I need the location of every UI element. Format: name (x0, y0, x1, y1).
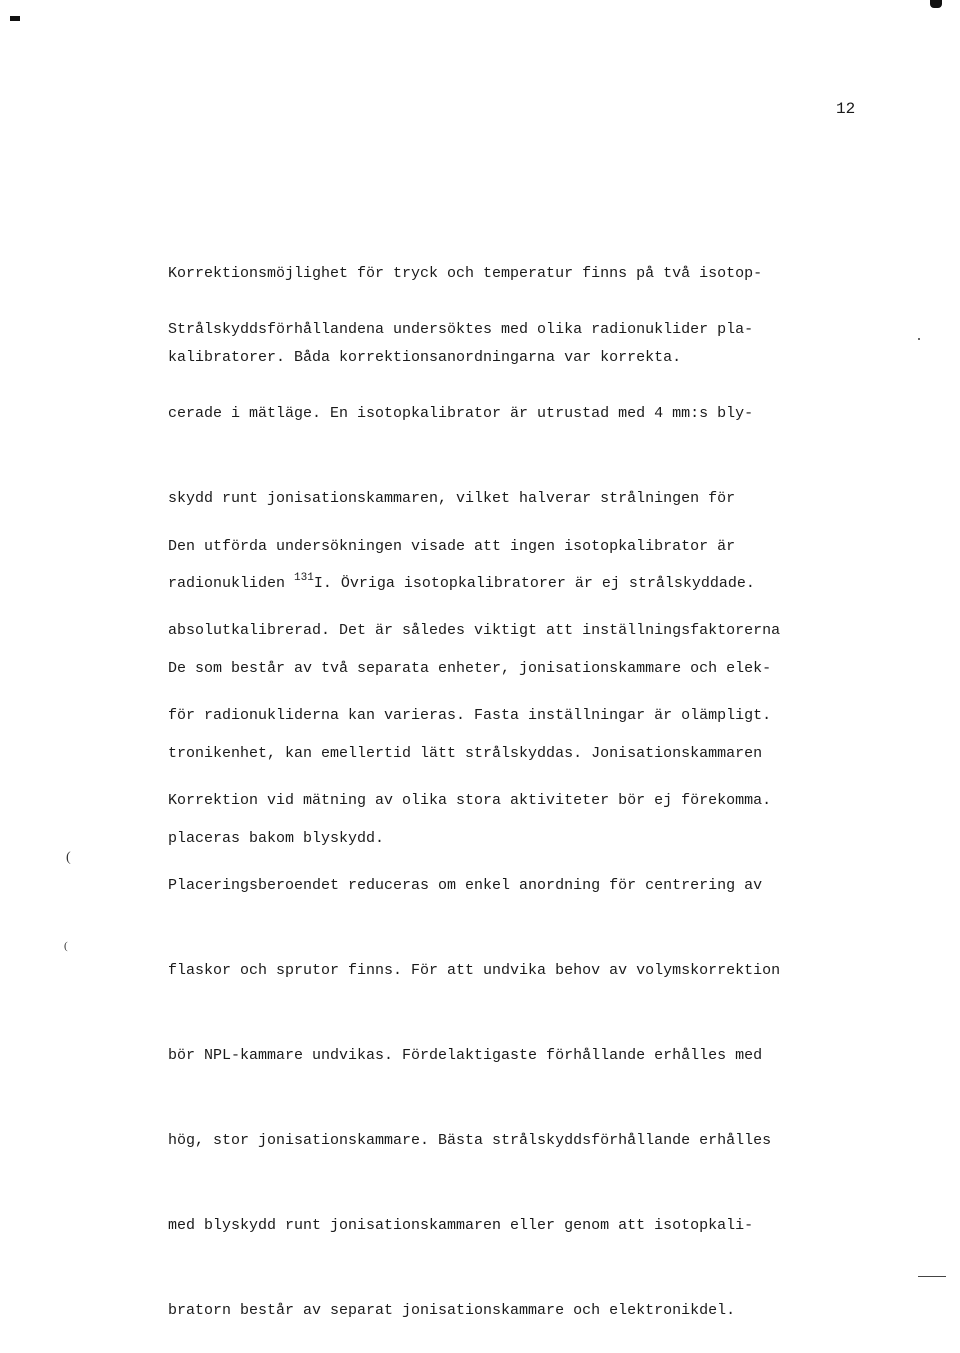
scan-speck (918, 338, 920, 340)
text-line: Placeringsberoendet reduceras om enkel anordning för centrering av (168, 877, 763, 895)
text-line: De som består av två separata enheter, jonisationskammare och elek- (168, 660, 772, 678)
text-line: tronikenhet, kan emellertid lätt strålskyddas. Jonisationskammaren (168, 745, 763, 763)
text-line: Korrektion vid mätning av olika stora aktiviteter bör ej förekomma. (168, 792, 772, 810)
text-line: bör NPL-kammare undvikas. Fördelaktigaste förhållande erhålles med (168, 1046, 763, 1064)
scan-speck: ( (66, 850, 71, 865)
text-line: för radionukliderna kan varieras. Fasta inställningar är olämpligt. (168, 707, 772, 725)
scan-edge-line (918, 1276, 946, 1277)
text-line: bratorn består av separat jonisationskammare och elektronikdel. (168, 1301, 736, 1319)
text-line: hög, stor jonisationskammare. Bästa strålskyddsförhållande erhålles (168, 1131, 772, 1149)
text-line: flaskor och sprutor finns. För att undvika behov av volymskorrektion (168, 962, 781, 980)
text-line: Den utförda undersökningen visade att ingen isotopkalibrator är (168, 537, 736, 555)
text-line: Korrektionsmöjlighet för tryck och temperatur finns på två isotop- (168, 264, 763, 282)
text-line: absolutkalibrerad. Det är således viktigt att inställningsfaktorerna (168, 622, 781, 640)
scan-speck: ( (64, 940, 68, 952)
page-number: 12 (836, 100, 856, 118)
nuclide-line-after: I. Övriga isotopkalibratorer är ej strålskyddade. (313, 575, 755, 593)
scan-mark-top-right (930, 0, 942, 8)
text-line: skydd runt jonisationskammaren, vilket halverar strålningen för (168, 490, 736, 508)
text-line: med blyskydd runt jonisationskammaren eller genom att isotopkali- (168, 1216, 754, 1234)
text-line: kalibratorer. Båda korrektionsanordningarna var korrekta. (168, 349, 682, 367)
scan-mark-top-left (10, 16, 20, 21)
isotope-mass-number: 131 (294, 572, 314, 585)
text-line: Strålskyddsförhållandena undersöktes med olika radionuklider pla- (168, 320, 754, 338)
nuclide-line-before: radionukliden (168, 575, 295, 593)
paragraph-conclusions (168, 476, 868, 1353)
text-line: placeras bakom blyskydd. (168, 829, 385, 847)
text-line: cerade i mätläge. En isotopkalibrator är utrustad med 4 mm:s bly- (168, 405, 754, 423)
